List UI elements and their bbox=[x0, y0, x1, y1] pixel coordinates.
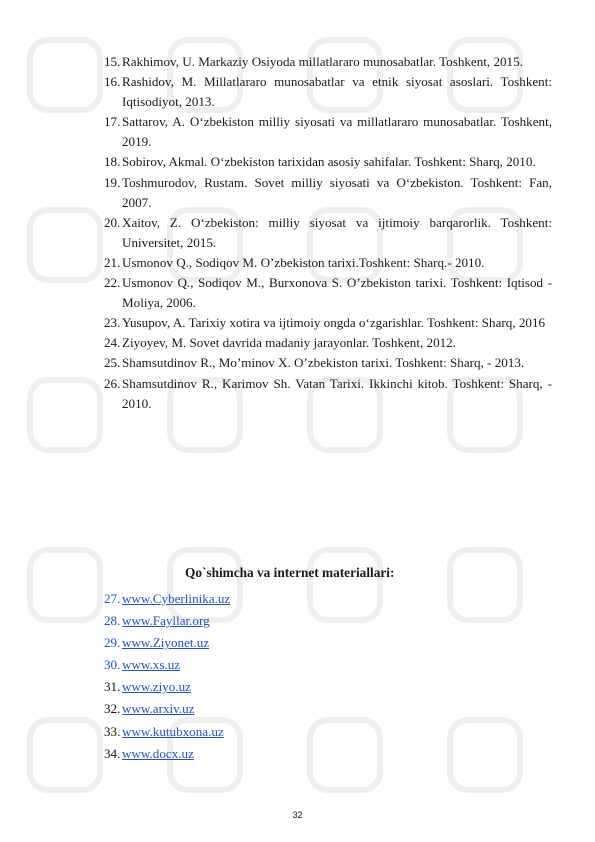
reference-item bbox=[104, 333, 552, 353]
reference-item bbox=[104, 353, 552, 373]
reference-list bbox=[104, 52, 552, 414]
reference-number: 16. bbox=[104, 74, 121, 90]
section-heading: Qo`shimcha va internet materiallari: bbox=[185, 565, 395, 580]
website-link[interactable]: www.kutubxona.uz bbox=[122, 723, 224, 739]
link-number: 32. bbox=[104, 701, 121, 717]
website-link[interactable]: www.ziyo.uz bbox=[122, 679, 191, 695]
website-link[interactable]: www.Ziyonet.uz bbox=[122, 635, 210, 651]
link-item bbox=[104, 610, 230, 632]
link-item bbox=[104, 698, 230, 720]
link-number: 34. bbox=[104, 745, 121, 761]
reference-text: Shamsutdinov R., Mo’minov X. O’zbekiston tarixi. Toshkent: Sharq, - 2013. bbox=[122, 355, 525, 371]
reference-text: Sattarov, A. O‘zbekiston milliy siyosati va millatlararo munosabatlar. Toshkent, 2019. bbox=[122, 114, 552, 150]
link-item bbox=[104, 654, 230, 676]
link-number: 29. bbox=[104, 635, 121, 651]
reference-item bbox=[104, 213, 552, 253]
reference-item bbox=[104, 253, 552, 273]
reference-item bbox=[104, 313, 552, 333]
link-number: 30. bbox=[104, 657, 121, 673]
link-item bbox=[104, 721, 230, 743]
reference-item bbox=[104, 112, 552, 152]
reference-text: Rashidov, M. Millatlararo munosabatlar va etnik siyosat asoslari. Toshkent: Iqtisodiyot, 2013. bbox=[122, 74, 552, 110]
link-item bbox=[104, 588, 230, 610]
reference-item bbox=[104, 273, 552, 313]
website-link[interactable]: www.docx.uz bbox=[122, 745, 194, 761]
link-number: 33. bbox=[104, 723, 121, 739]
reference-text: Xaitov, Z. O‘zbekiston: milliy siyosat va ijtimoiy barqarorlik. Toshkent: Universitet, 2015. bbox=[122, 214, 552, 250]
reference-text: Usmonov Q., Sodiqov M., Burxonova S. O’zbekiston tarixi. Toshkent: Iqtisod - Moliya, 2006. bbox=[122, 275, 552, 311]
reference-text: Shamsutdinov R., Karimov Sh. Vatan Tarixi. Ikkinchi kitob. Toshkent: Sharq, - 2010. bbox=[122, 375, 552, 411]
reference-text: Sobirov, Akmal. O‘zbekiston tarixidan asosiy sahifalar. Toshkent: Sharq, 2010. bbox=[122, 154, 536, 170]
reference-item bbox=[104, 173, 552, 213]
reference-number: 23. bbox=[104, 315, 121, 331]
website-link[interactable]: www.Fayllar.org bbox=[122, 613, 210, 629]
website-link[interactable]: www.Cyberlinika.uz bbox=[122, 591, 231, 606]
link-item bbox=[104, 676, 230, 698]
reference-item bbox=[104, 72, 552, 112]
link-number: 27. bbox=[104, 591, 121, 606]
reference-number: 21. bbox=[104, 254, 121, 270]
reference-number: 26. bbox=[104, 375, 121, 391]
internet-links-list bbox=[104, 588, 230, 765]
website-link[interactable]: www.arxiv.uz bbox=[122, 701, 195, 717]
reference-number: 25. bbox=[104, 355, 121, 371]
link-item bbox=[104, 743, 230, 765]
reference-number: 24. bbox=[104, 335, 121, 351]
reference-item bbox=[104, 374, 552, 414]
page-number: 32 bbox=[292, 810, 303, 820]
reference-number: 20. bbox=[104, 214, 121, 230]
link-number: 31. bbox=[104, 679, 121, 695]
reference-number: 17. bbox=[104, 114, 121, 130]
reference-text: Ziyoyev, M. Sovet davrida madaniy jarayonlar. Toshkent, 2012. bbox=[122, 335, 456, 351]
reference-item bbox=[104, 52, 552, 72]
reference-text: Yusupov, A. Tarixiy xotira va ijtimoiy ongda o‘zgarishlar. Toshkent: Sharq, 2016 bbox=[122, 315, 546, 331]
reference-text: Toshmurodov, Rustam. Sovet milliy siyosati va O‘zbekiston. Toshkent: Fan, 2007. bbox=[122, 174, 552, 210]
reference-number: 22. bbox=[104, 275, 121, 291]
reference-number: 18. bbox=[104, 154, 121, 170]
reference-item bbox=[104, 152, 552, 172]
reference-number: 15. bbox=[104, 54, 121, 69]
reference-text: Usmonov Q., Sodiqov M. O’zbekiston tarixi.Toshkent: Sharq.- 2010. bbox=[122, 254, 485, 270]
link-number: 28. bbox=[104, 613, 121, 629]
reference-number: 19. bbox=[104, 174, 121, 190]
link-item bbox=[104, 632, 230, 654]
reference-text: Rakhimov, U. Markaziy Osiyoda millatlararo munosabatlar. Toshkent, 2015. bbox=[122, 54, 523, 69]
website-link[interactable]: www.xs.uz bbox=[122, 657, 181, 673]
